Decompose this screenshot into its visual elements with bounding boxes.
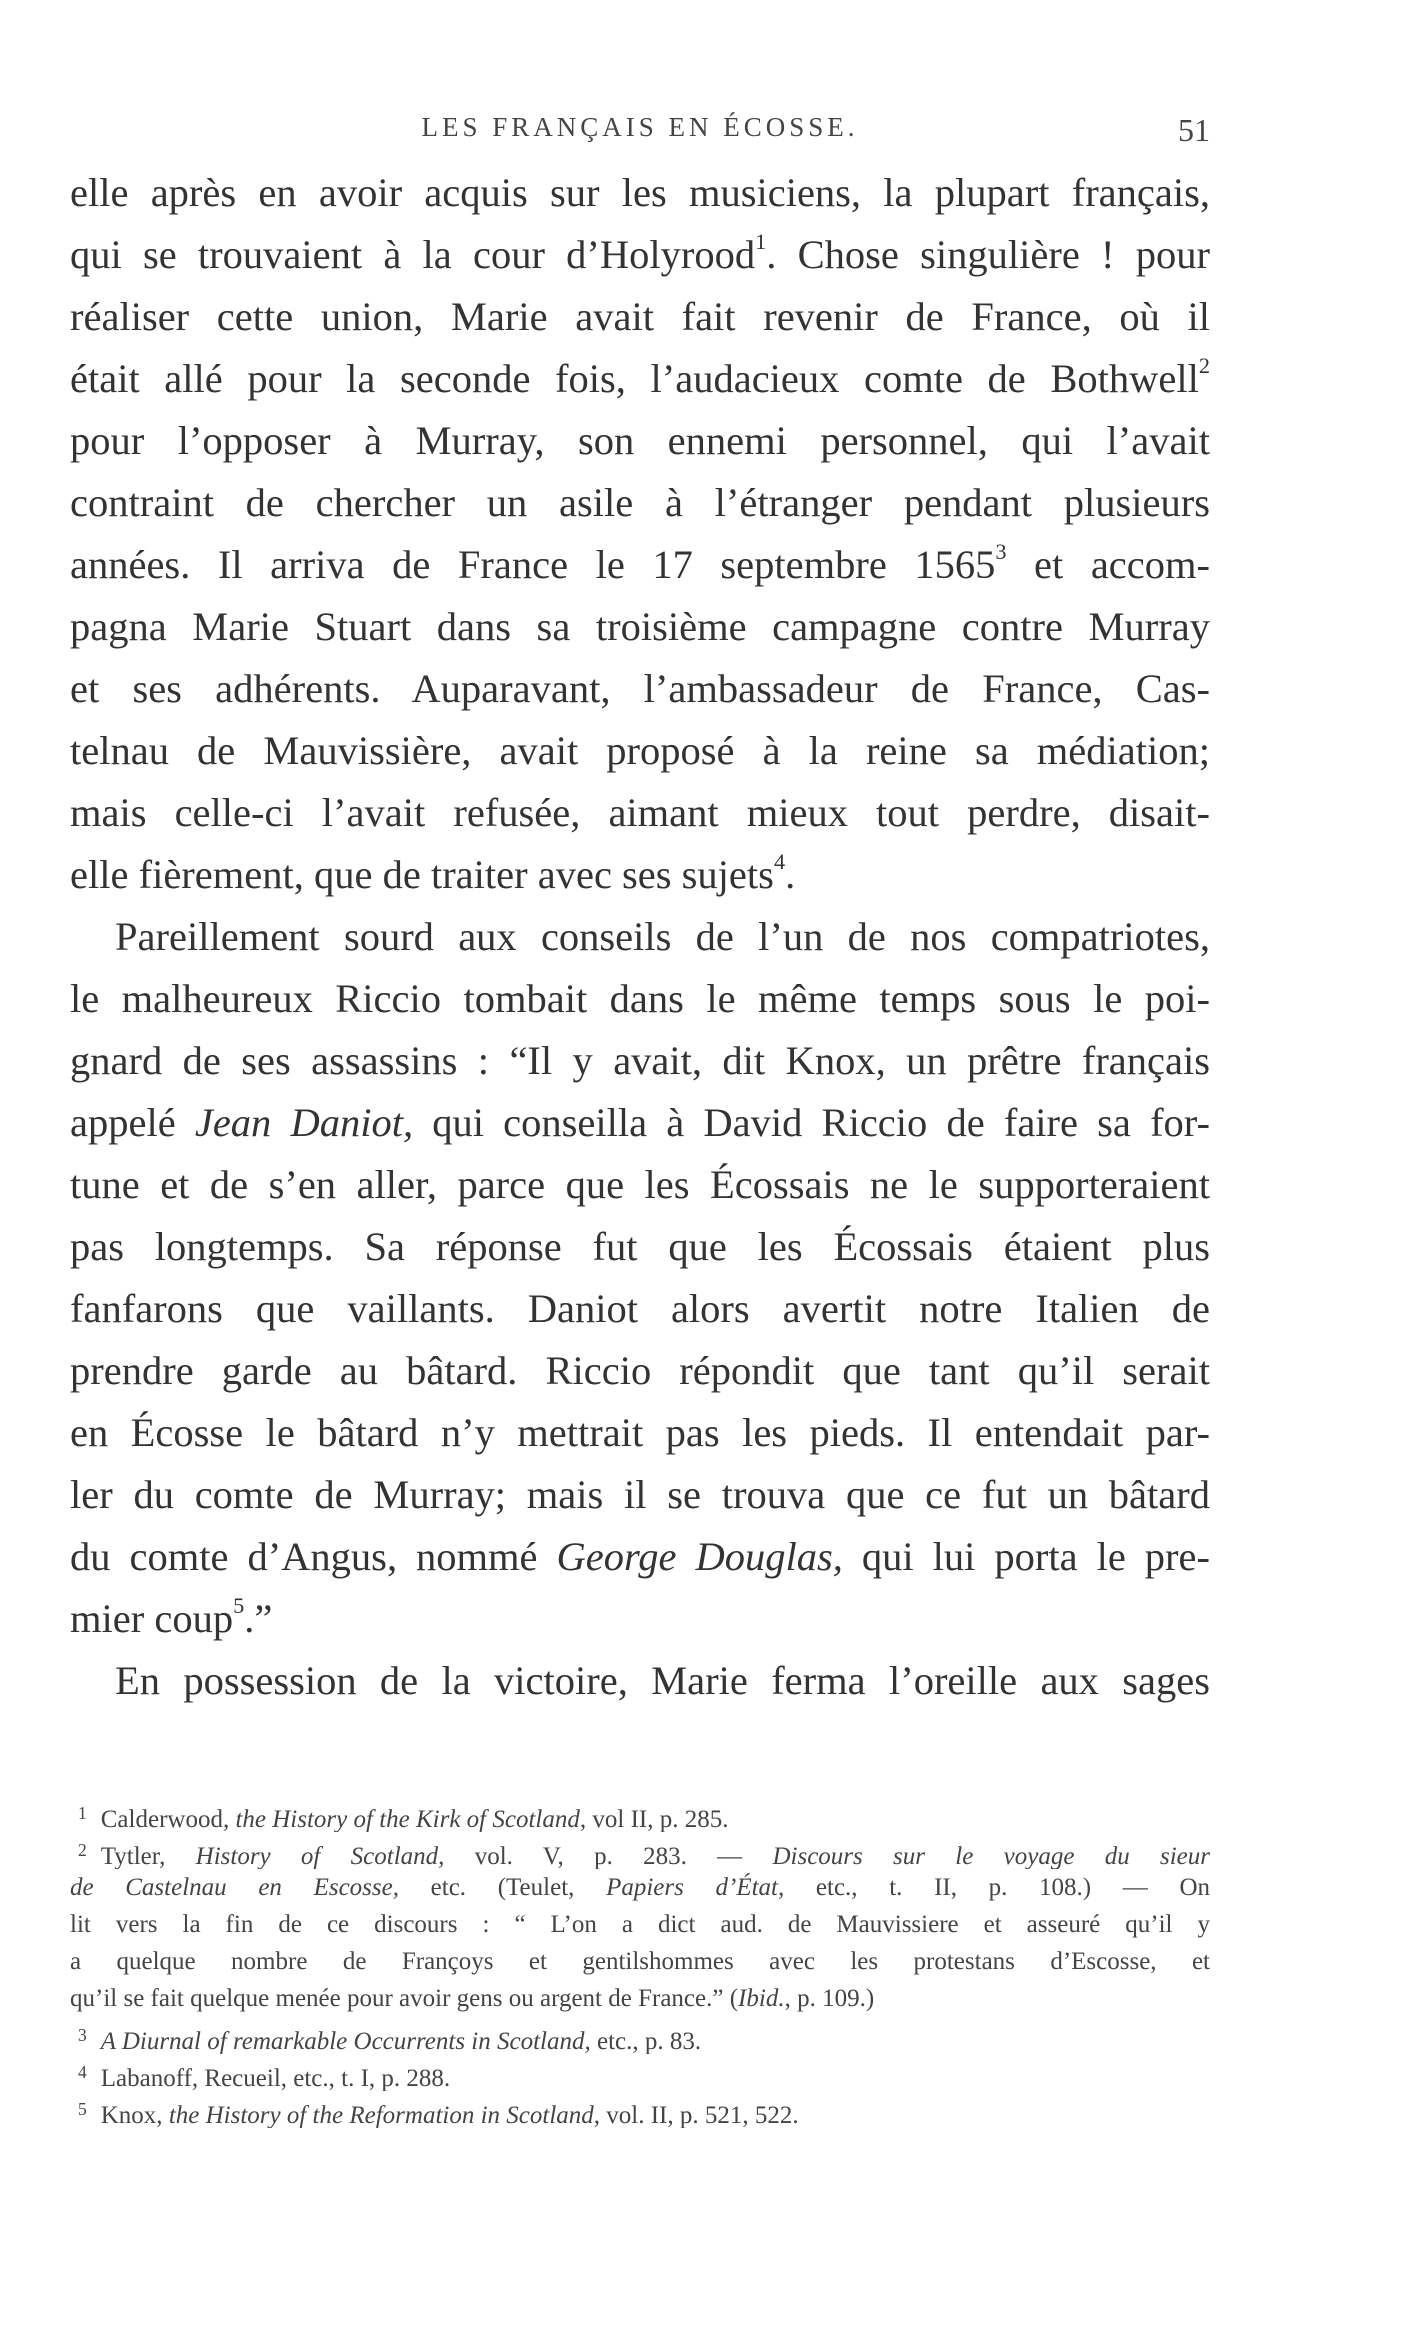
- footnote-2: $^2$ Tytler, History of Scotland, vol. V, p. 283. — Discours sur le voyage du sieur: [78, 1840, 1210, 1869]
- text-line: gnard de ses assassins : “Il y avait, dit Knox, un prêtre français: [70, 1038, 1210, 1083]
- text-line: contraint de chercher un asile à l’étranger pendant plusieurs: [70, 480, 1210, 525]
- text-line: années. Il arriva de France le 17 septembre 1565$^3$ et accom-: [70, 539, 1210, 587]
- footnote-ref: 1: [755, 229, 767, 255]
- page-number: 51: [1178, 112, 1210, 148]
- text-line: du comte d’Angus, nommé George Douglas, qui lui porta le pre-: [70, 1534, 1210, 1579]
- text-line: fanfarons que vaillants. Daniot alors avertit notre Italien de: [70, 1286, 1210, 1331]
- text-line: telnau de Mauvissière, avait proposé à la reine sa médiation;: [70, 728, 1210, 773]
- footnote-4: $^4$ Labanoff, Recueil, etc., t. I, p. 288.: [78, 2062, 451, 2091]
- text-line: appelé Jean Daniot, qui conseilla à David Riccio de faire sa for-: [70, 1100, 1210, 1145]
- text-line: pas longtemps. Sa réponse fut que les Écossais étaient plus: [70, 1224, 1210, 1269]
- italic-name: George Douglas,: [556, 1534, 843, 1579]
- text-line: ler du comte de Murray; mais il se trouva que ce fut un bâtard: [70, 1472, 1210, 1517]
- text-line: était allé pour la seconde fois, l’audacieux comte de Bothwell$^2$: [70, 353, 1210, 401]
- text-line: le malheureux Riccio tombait dans le même temps sous le poi-: [70, 976, 1210, 1021]
- main-text: [70, 162, 1210, 1712]
- text-line: prendre garde au bâtard. Riccio répondit que tant qu’il serait: [70, 1348, 1210, 1393]
- text-line: En possession de la victoire, Marie ferma l’oreille aux sages: [115, 1658, 1210, 1703]
- text-line: réaliser cette union, Marie avait fait revenir de France, où il: [70, 294, 1210, 339]
- footnote-ref: 5: [233, 1593, 245, 1619]
- footnote-1: $^1$ Calderwood, the History of the Kirk of Scotland, vol II, p. 285.: [78, 1803, 729, 1832]
- footnote-ref: 4: [773, 849, 786, 875]
- text-line: elle fièrement, que de traiter avec ses sujets$^4$.: [70, 849, 796, 897]
- running-title: LES FRANÇAIS EN ÉCOSSE.: [421, 112, 859, 142]
- footnote-ref: 3: [995, 539, 1007, 565]
- text-line: Pareillement sourd aux conseils de l’un de nos compatriotes,: [115, 914, 1210, 959]
- text-line: mais celle-ci l’avait refusée, aimant mieux tout perdre, disait-: [70, 790, 1210, 835]
- text-line: elle après en avoir acquis sur les musiciens, la plupart français,: [70, 170, 1210, 215]
- italic-name: Jean Daniot,: [194, 1100, 414, 1145]
- text-line: tune et de s’en aller, parce que les Écossais ne le supporteraient: [70, 1162, 1210, 1207]
- text-line: mier coup$^5$.”: [70, 1593, 273, 1641]
- text-line: qui se trouvaient à la cour d’Holyrood$^1$. Chose singulière ! pour: [70, 229, 1210, 277]
- footnote-5: $^5$ Knox, the History of the Reformation in Scotland, vol. II, p. 521, 522.: [78, 2099, 799, 2128]
- page-header: [70, 112, 1210, 152]
- text-line: en Écosse le bâtard n’y mettrait pas les pieds. Il entendait par-: [70, 1410, 1210, 1455]
- footnote-2-line: lit vers la fin de ce discours : “ L’on a dict aud. de Mauvissiere et asseuré qu’il y: [70, 1911, 1210, 1938]
- text-line: et ses adhérents. Auparavant, l’ambassadeur de France, Cas-: [70, 666, 1210, 711]
- text-line: pour l’opposer à Murray, son ennemi personnel, qui l’avait: [70, 418, 1210, 463]
- footnotes: [70, 1795, 1210, 2128]
- footnote-2-line: a quelque nombre de Françoys et gentilshommes avec les protestans d’Escosse, et: [70, 1948, 1210, 1975]
- footnote-2-line: de Castelnau en Escosse, etc. (Teulet, Papiers d’État, etc., t. II, p. 108.) — On: [70, 1874, 1210, 1901]
- footnote-ref: 2: [1198, 353, 1210, 379]
- text-line: pagna Marie Stuart dans sa troisième campagne contre Murray: [70, 604, 1210, 649]
- footnote-3: $^3$ A Diurnal of remarkable Occurrents in Scotland, etc., p. 83.: [78, 2025, 702, 2054]
- footnote-2-line: qu’il se fait quelque menée pour avoir gens ou argent de France.” (Ibid., p. 109.): [70, 1985, 875, 2012]
